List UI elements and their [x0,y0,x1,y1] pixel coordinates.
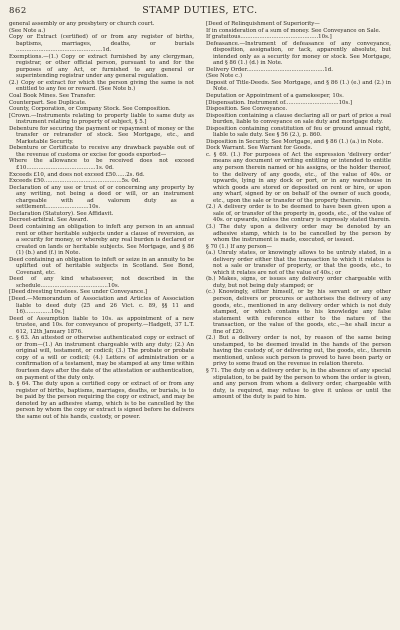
entry-paragraph: c. § 63. An attested or otherwise authenticated copy or extract of or from—(1.) An instrument chargeable with any duty; (2.) An original will, testament, or codicil; (3.) The probate or probate copy of a will or codicil; (4.) Letters of administration or a confirmation of a testament, may be stamped at any time within fourteen days after the date of the attestation or authentication, on payment of the duty only. [9,335,194,381]
entry-paragraph: (b.) Makes, signs, or issues any delivery order chargeable with duty, but not being duly stamped; or [206,276,391,289]
entry-paragraph: County, Corporation, or Company Stock. See Composition. [9,106,171,113]
entry-paragraph: Declaration (Statutory). See Affidavit. [9,210,114,217]
entry-paragraph: Defeasance.—Instrument of defeasance of any conveyance, disposition, assignation, or tack, apparently absolute, but intended only as a security for money or stock. See Mortgage, and § 86 (1.) (d.) in Note. [206,40,391,67]
entry-paragraph: [Deed of Relinquishment of Superiority— [206,21,320,27]
entry-paragraph: Deed containing an obligation to infeft or seize in an annuity to be uplifted out of heritable subjects in Scotland. See Bond, Covenant, etc. [9,256,194,276]
entry-paragraph: Dock Warrant. See Warrant for Goods. [206,145,313,152]
two-column-body [9,21,391,420]
entry-paragraph: Disposition containing constitution of feu or ground annual right, liable to sale duty. See § 56 (2.), p. 860. [206,125,391,139]
entry-paragraph: [Deed.—Memorandum of Association and Articles of Association liable to deed duty (25 and 26 Vict. c. 89, §§ 11 and 16)...............10s.] [9,295,194,316]
entry-paragraph: § 70 (1.) If any person— [206,243,272,250]
entry-paragraph: Disposition in Security. See Mortgage, and § 86 (1.) (a.) in Note. [206,138,384,145]
entry-paragraph: If gratuitous.............................................10s.] [206,34,332,41]
entry-paragraph: (See Note a.) [9,27,46,34]
entry-paragraph: Where the allowance to be received does not exceed £10........................................1s. 0d. [9,158,194,172]
right-column [206,21,391,420]
entry-paragraph: [Deed divesting trustees. See under Conveyance.] [9,289,148,296]
entry-paragraph: Debenture for securing the payment or repayment of money or the transfer or retransfer of stock. See Mortgage, etc., and Marketable Security. [9,125,194,145]
entry-paragraph: [Dispensation. Instrument of...............................10s.] [206,99,353,106]
entry-paragraph: Coal Book Mines. See Transfer. [9,93,96,100]
entry-paragraph: Exemptions.—(1.) Copy or extract furnished by any clergyman, registrar, or other official person, pursuant to and for the purposes of any Act, or furnished to any general or superintending registrar under any general regulation. [9,53,194,80]
left-column [9,21,194,420]
entry-paragraph: Deputation or Appointment of a gamekeeper, 10s. [206,93,344,100]
entry-paragraph: Disposition containing a clause declaring all or part of price a real burden, liable to conveyance on sale duty and mortgage duty. [206,112,391,126]
entry-paragraph: (2.) But a delivery order is not, by reason of the same being unstamped, to be deemed invalid in the hands of the person having the custody of, or delivering out, the goods, etc., therein mentioned, unless such person is proved to have been party or privy to some fraud on the revenue in relation thereto. [206,335,391,368]
entry-paragraph: c. § 69. (1.) For purposes of Act the expression 'delivery order' means any document or writing entitling or intended to entitle any person therein named or his assigns, or the holder thereof, to the delivery of any goods, etc., of the value of 40s. or upwards, lying in any dock or port, or in any warehouse in which goods are stored or deposited on rent or hire, or upon any wharf, signed by or on behalf of the owner of such goods, etc., upon the sale or transfer of the property therein. [206,151,391,204]
entry-paragraph: Decreet-arbitral. See Award. [9,217,89,224]
entry-paragraph: general assembly or any presbytery or church court. [9,21,155,27]
entry-paragraph: Deposit of Title-Deeds. See Mortgage, and § 86 (1.) (e.) and (2.) in Note. [206,79,391,93]
entry-paragraph: Exceeds £50.............................................5s. 0d. [9,178,141,185]
entry-paragraph: Declaration of any use or trust of or concerning any property by any writing, not being a deed or will, or an instrument chargeable with ad valorem duty as a settlement.........................10s. [9,184,194,211]
entry-paragraph: b. § 64. The duty upon a certified copy or extract of or from any register of births, baptisms, marriages, deaths, or burials, is to be paid by the person requiring the copy or extract, and may be denoted by an adhesive stamp, which is to be cancelled by the person by whom the copy or extract is signed before he delivers the same out of his hands, custody, or power. [9,381,194,420]
entry-paragraph: If in consideration of a sum of money. See Conveyance on Sale. [206,27,381,34]
entry-paragraph: (3.) The duty upon a delivery order may be denoted by an adhesive stamp, which is to be cancelled by the person by whom the instrument is made, executed, or issued. [206,223,391,244]
entry-paragraph: (See Note c.) [206,73,243,80]
entry-paragraph: Deed containing an obligation to infeft any person in an annual rent or other heritable subjects under a clause of reversion, as a security for money, or whereby any real burden is declared or created on lands or heritable subjects. See Mortgage, and § 86 (1) (b.) and (f.) in Note. [9,223,194,257]
entry-paragraph: (2.) Copy or extract for which the person giving the same is not entitled to any fee or reward. (See Note b.) [9,79,194,93]
entry-paragraph: [Crown.—Instruments relating to property liable to same duty as instrument relating to property of subject, § 5.] [9,112,194,126]
entry-paragraph: Delivery Order.............................................1d. [206,66,333,73]
page-header [9,4,391,18]
entry-paragraph: Exceeds £10, and does not exceed £50......2s. 6d. [9,171,145,178]
entry-paragraph: Copy or Extract (certified) of or from any register of births, baptisms, marriages, deaths, or burials ..................................................1d. [9,34,194,54]
entry-paragraph: Counterpart. See Duplicate. [9,99,87,106]
entry-paragraph: Deed of Assumption liable to 10s. as appointment of a new trustee, and 10s. for conveyance of property.—Hadgett, 37 L.T. 612, 12th January 1876. [9,315,194,335]
entry-paragraph: § 71. The duty on a delivery order is, in the absence of any special stipulation, to be paid by the person to whom the order is given, and any person from whom a delivery order, chargeable with duty, is required, may refuse to give it unless or until the amount of the duty is paid to him. [206,367,391,401]
running-title: STAMP DUTIES, ETC. [142,5,258,16]
entry-paragraph: Deed of any kind whatsoever, not described in the schedule.......................................10s. [9,276,194,289]
entry-paragraph: (c.) Knowingly, either himself, or by his servant or any other person, delivers or procures or authorises the delivery of any goods, etc., mentioned in any delivery order which is not duly stamped, or which contains to his knowledge any false statement with reference either to the nature of the transaction, or the value of the goods, etc.,—he shall incur a fine of £20. [206,289,391,335]
entry-paragraph: Disposition. See Conveyance. [206,106,288,113]
page-number: 862 [9,6,27,16]
entry-paragraph: (2.) A delivery order is to be deemed to have been given upon a sale of, or transfer of the property in, goods, etc., of the value of 40s. or upwards, unless the contrary is expressly stated therein. [206,204,391,224]
entry-paragraph: Debenture or Certificate to receive any drawback payable out of the revenue of customs or excise for goods exported— [9,145,194,158]
entry-paragraph: (a.) Unruly states, or knowingly allows to be untruly stated, in a delivery order either that the transaction to which it relates is not a sale or transfer of property, or that the goods, etc., to which it relates are not of the value of 40s.; or [206,250,391,276]
